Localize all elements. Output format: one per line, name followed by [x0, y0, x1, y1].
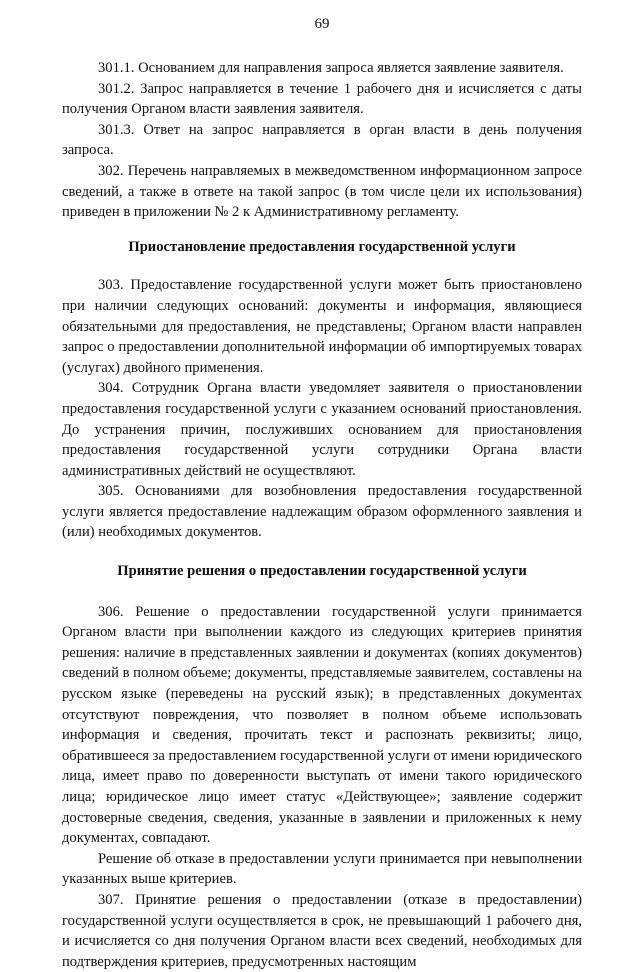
section-heading-decision: Принятие решения о предоставлении государственной услуги: [117, 563, 527, 580]
paragraph-305: 305. Основаниями для возобновления предоставления государственной услуги является предоставление надлежащим образом оформленного заявления и (или) необходимых документов.: [62, 483, 582, 541]
paragraph-302: 302. Перечень направляемых в межведомственном информационном запросе сведений, а также в ответе на такой запрос (в том числе цели их использования) приведен в приложении № 2 к Административному регламенту.: [62, 162, 582, 221]
paragraph-306: 306. Решение о предоставлении государственной услуги принимается Органом власти при выполнении каждого из следующих критериев принятия решения: наличие в представленных заявлении и документах (копиях документов) сведений в полном объеме; документы, представляемые заявителем, составлены на русском языке (переведены на русский язык); в представленных документах отсутствуют повреждения, что позволяет в полном объеме использовать информация и сведения, прочитать текст и распознать реквизиты; лицо, обратившееся за предоставлением государственной услуги от имени юридического лица, имеет право по доверенности выступать от имени такого юридического лица; юридическое лицо имеет статус «Действующее»; заявление содержит достоверные сведения, сведения, указанные в заявлении и приложенных к нему документах, совпадают.: [62, 603, 582, 847]
paragraph-refusal: Решение об отказе в предоставлении услуги принимается при невыполнении указанных выше критериев.: [62, 850, 582, 888]
section-heading-suspension: Приостановление предоставления государственной услуги: [128, 238, 516, 255]
paragraph-303: 303. Предоставление государственной услуги может быть приостановлено при наличии следующих оснований: документы и информация, являющиеся обязательными для предоставления, не представлены; Органом власти направлен запрос о предоставлении дополнительной информации об импортируемых товарах (услугах) двойного применения.: [62, 277, 582, 376]
paragraph-304: 304. Сотрудник Органа власти уведомляет заявителя о приостановлении предоставления государственной услуги с указанием оснований приостановления. До устранения причин, послуживших основанием для приостановления предоставления государственной услуги сотрудники Органа власти административных действий не осуществляют.: [62, 380, 582, 479]
paragraph-301-1: 301.1. Основанием для направления запроса является заявление заявителя.: [98, 60, 564, 76]
page-number: 69: [314, 16, 330, 32]
paragraph-301-3: 301.3. Ответ на запрос направляется в орган власти в день получения запроса.: [62, 121, 582, 159]
paragraph-301-2: 301.2. Запрос направляется в течение 1 рабочего дня и исчисляется с даты получения Органом власти заявления заявителя.: [62, 80, 582, 118]
paragraph-307: 307. Принятие решения о предоставлении (отказе в предоставлении) государственной услуги осуществляется в срок, не превышающий 1 рабочего дня, и исчисляется со дня получения Органом власти всех сведений, необходимых для подтверждения критериев, предусмотренных настоящим: [62, 891, 582, 970]
